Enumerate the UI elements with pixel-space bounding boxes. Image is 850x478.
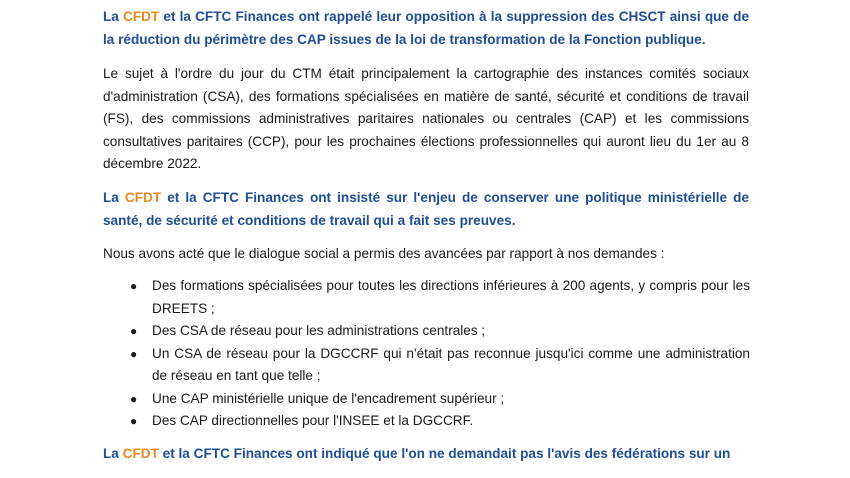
list-item xyxy=(130,343,750,388)
list-item xyxy=(130,410,750,433)
bullet-icon: ● xyxy=(130,324,138,338)
cfdt-label: CFDT xyxy=(122,446,159,461)
paragraph-opposition-prefix: La xyxy=(103,9,124,24)
list-item-text: Des CSA de réseau pour les administrations centrales ; xyxy=(152,323,486,338)
list-item xyxy=(130,320,750,343)
bullet-icon: ● xyxy=(130,391,138,406)
paragraph-opposition-body: et la CFTC Finances ont rappelé leur opposition à la suppression des CHSCT ainsi que de la réduction du périmètre des CAP issues de la loi de transformation de la Fonction publique. xyxy=(103,9,749,47)
cfdt-label: CFDT xyxy=(123,9,160,24)
list-item-text: Des formations spécialisées pour toutes les directions inférieures à 200 agents, y compris pour les DREETS ; xyxy=(152,278,750,316)
paragraph-federations-body: et la CFTC Finances ont indiqué que l'on ne demandait pas l'avis des fédérations sur un xyxy=(158,446,731,461)
list-item-text: Des CAP directionnelles pour l'INSEE et la DGCCRF. xyxy=(152,413,474,428)
cfdt-label: CFDT xyxy=(124,190,162,205)
paragraph-federations xyxy=(103,443,749,466)
list-item-text: Une CAP ministérielle unique de l'encadrement supérieur ; xyxy=(152,390,505,406)
list-item xyxy=(130,388,750,411)
paragraph-opposition xyxy=(103,6,749,51)
paragraph-social-dialogue: Nous avons acté que le dialogue social a permis des avancées par rapport à nos demandes : xyxy=(103,246,665,261)
bullet-icon: ● xyxy=(130,346,138,361)
paragraph-health-policy-prefix: La xyxy=(103,190,125,205)
paragraph-health-policy-body: et la CFTC Finances ont insisté sur l'enjeu de conserver une politique ministérielle de santé, de sécurité et conditions de travail qui a fait ses preuves. xyxy=(103,190,749,228)
paragraph-federations-prefix: La xyxy=(103,446,123,461)
advances-list xyxy=(130,275,750,433)
bullet-icon: ● xyxy=(130,414,138,428)
bullet-icon: ● xyxy=(130,279,138,293)
paragraph-health-policy xyxy=(103,187,749,232)
paragraph-ctm-subject: Le sujet à l'ordre du jour du CTM était principalement la cartographie des instances comités sociaux d'administration (CSA), des formations spécialisées en matière de santé, sécurité et conditions de travail (FS), des commissions administratives paritaires nationales ou centrales (CAP) et les commissions consultatives paritaires (CCP), pour les prochaines élections professionnelles qui auront lieu du 1er au 8 décembre 2022. xyxy=(103,66,749,171)
list-item-text: Un CSA de réseau pour la DGCCRF qui n'était pas reconnue jusqu'ici comme une administration de réseau en tant que telle ; xyxy=(152,345,750,383)
list-item xyxy=(130,275,750,320)
